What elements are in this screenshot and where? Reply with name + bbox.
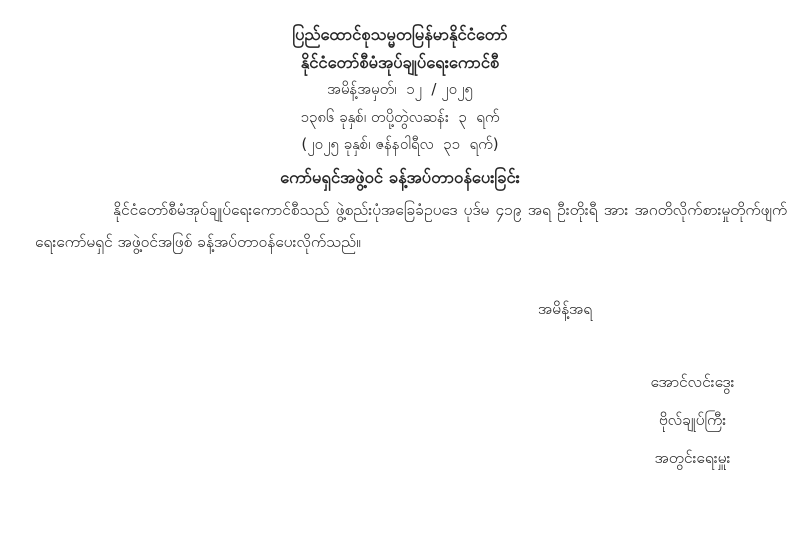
signatory-name: အောင်လင်းဒွေး: [650, 373, 735, 391]
state-title: ပြည်ထောင်စုသမ္မတမြန်မာနိုင်ငံတော်: [292, 25, 508, 44]
body-paragraph: နိုင်ငံတော်စီမံအုပ်ချုပ်ရေးကောင်စီသည် ဖွဲ့စည်းပုံအခြေခံဥပဒေ ပုဒ်မ ၄၁၉ အရ ဦးတိုးရီ အား အဂတိလိုက်စားမှုတိုက်ဖျက်ရေးကော်မရှင် အဖွဲ့ဝင်အဖြစ် ခန့်အပ်တာဝန်ပေးလိုက်သည်။: [35, 201, 787, 251]
by-order-line: အမိန့်အရ: [537, 300, 593, 318]
signatory-rank: ဗိုလ်ချုပ်ကြီး: [658, 411, 727, 429]
gregorian-date-line: (၂၀၂၅ ခုနှစ်၊ ဇန်နဝါရီလ ၃၁ ရက်): [301, 135, 499, 153]
document-header: [0, 21, 800, 159]
council-title: နိုင်ငံတော်စီမံအုပ်ချုပ်ရေးကောင်စီ: [300, 52, 500, 72]
subject-title: ကော်မရှင်အဖွဲ့ဝင် ခန့်အပ်တာဝန်ပေးခြင်း: [280, 168, 520, 187]
signatory-position: အတွင်းရေးမှူး: [654, 449, 731, 467]
myanmar-calendar-date-line: ၁၃၈၆ ခုနှစ်၊ တပို့တွဲလဆန်း ၃ ရက်: [300, 107, 500, 126]
signature-block: [565, 370, 800, 484]
order-number-line: အမိန့်အမှတ်၊ ၁၂ / ၂၀၂၅: [327, 80, 473, 98]
